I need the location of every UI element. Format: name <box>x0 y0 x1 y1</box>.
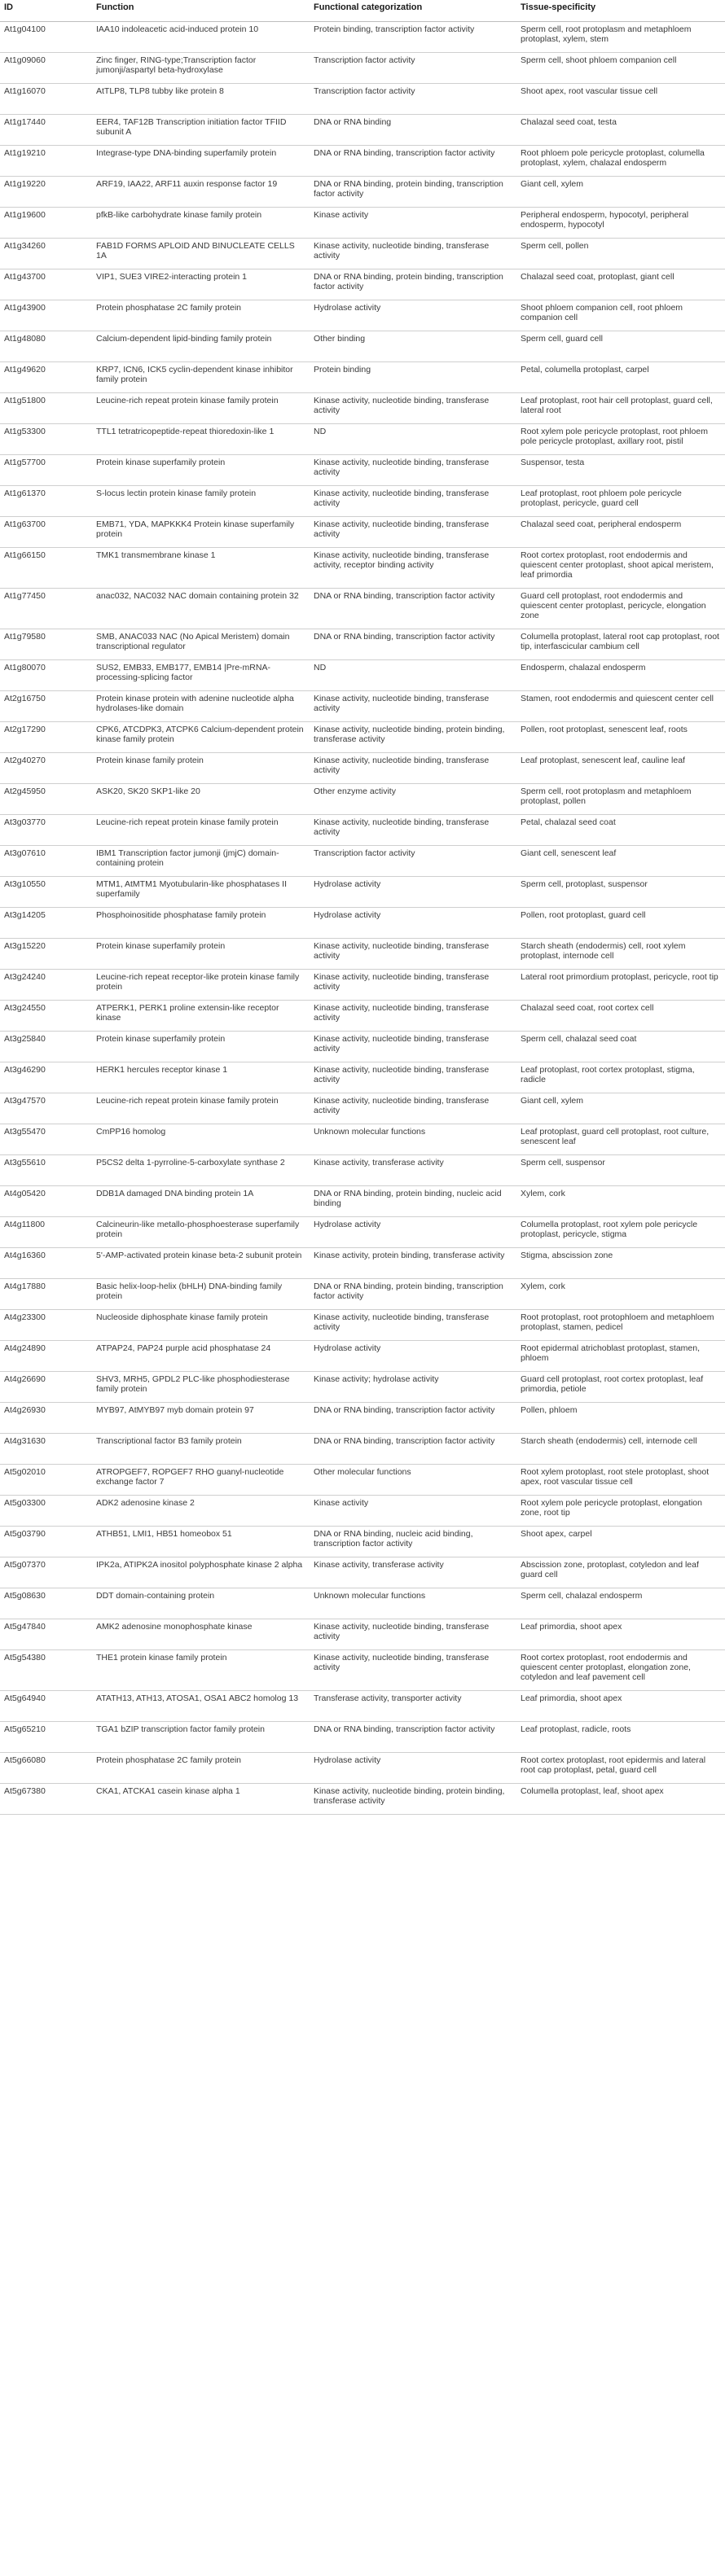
cell-id: At3g10550 <box>0 877 92 908</box>
cell-function: Phosphoinositide phosphatase family protein <box>92 908 310 939</box>
cell-id: At1g16070 <box>0 84 92 115</box>
cell-function: Protein kinase superfamily protein <box>92 455 310 486</box>
cell-id: At5g54380 <box>0 1650 92 1691</box>
cell-function: TGA1 bZIP transcription factor family protein <box>92 1722 310 1753</box>
table-row <box>0 1155 725 1186</box>
cell-id: At5g07370 <box>0 1557 92 1588</box>
cell-id: At3g07610 <box>0 846 92 877</box>
cell-id: At4g24890 <box>0 1341 92 1372</box>
cell-id: At5g02010 <box>0 1465 92 1496</box>
cell-tissue: Leaf protoplast, guard cell protoplast, root culture, senescent leaf <box>516 1124 725 1155</box>
table-row <box>0 1217 725 1248</box>
cell-categorization: Kinase activity, nucleotide binding, transferase activity <box>310 1001 516 1032</box>
cell-categorization: DNA or RNA binding, protein binding, transcription factor activity <box>310 269 516 300</box>
cell-id: At1g04100 <box>0 22 92 53</box>
cell-categorization: Kinase activity, nucleotide binding, protein binding, transferase activity <box>310 722 516 753</box>
cell-function: SUS2, EMB33, EMB177, EMB14 |Pre-mRNA-processing-splicing factor <box>92 660 310 691</box>
cell-function: TMK1 transmembrane kinase 1 <box>92 548 310 589</box>
cell-function: SHV3, MRH5, GPDL2 PLC-like phosphodiesterase family protein <box>92 1372 310 1403</box>
cell-categorization: Protein binding <box>310 362 516 393</box>
cell-categorization: DNA or RNA binding, transcription factor activity <box>310 1403 516 1434</box>
cell-id: At4g23300 <box>0 1310 92 1341</box>
table-row <box>0 84 725 115</box>
table-row <box>0 784 725 815</box>
cell-id: At5g03790 <box>0 1527 92 1557</box>
cell-tissue: Peripheral endosperm, hypocotyl, peripheral endosperm, hypocotyl <box>516 208 725 239</box>
cell-categorization: DNA or RNA binding, protein binding, transcription factor activity <box>310 177 516 208</box>
table-row <box>0 1372 725 1403</box>
cell-categorization: Other enzyme activity <box>310 784 516 815</box>
cell-categorization: Kinase activity, nucleotide binding, transferase activity <box>310 1093 516 1124</box>
cell-id: At1g66150 <box>0 548 92 589</box>
cell-categorization: Kinase activity, transferase activity <box>310 1557 516 1588</box>
table-row <box>0 691 725 722</box>
cell-categorization: Transcription factor activity <box>310 53 516 84</box>
cell-function: IPK2a, ATIPK2A inositol polyphosphate kinase 2 alpha <box>92 1557 310 1588</box>
cell-function: ATPERK1, PERK1 proline extensin-like receptor kinase <box>92 1001 310 1032</box>
cell-tissue: Root cortex protoplast, root epidermis and lateral root cap protoplast, petal, guard cell <box>516 1753 725 1784</box>
cell-function: AMK2 adenosine monophosphate kinase <box>92 1619 310 1650</box>
cell-tissue: Root xylem pole pericycle protoplast, elongation zone, root tip <box>516 1496 725 1527</box>
table-row <box>0 1557 725 1588</box>
table-row <box>0 1496 725 1527</box>
cell-tissue: Columella protoplast, root xylem pole pericycle protoplast, pericycle, stigma <box>516 1217 725 1248</box>
table-row <box>0 1784 725 1815</box>
cell-id: At2g16750 <box>0 691 92 722</box>
cell-tissue: Chalazal seed coat, protoplast, giant cell <box>516 269 725 300</box>
table-row <box>0 1093 725 1124</box>
table-row <box>0 1650 725 1691</box>
cell-categorization: DNA or RNA binding, nucleic acid binding, transcription factor activity <box>310 1527 516 1557</box>
table-row <box>0 1001 725 1032</box>
cell-id: At4g05420 <box>0 1186 92 1217</box>
table-row <box>0 589 725 629</box>
cell-categorization: Kinase activity; hydrolase activity <box>310 1372 516 1403</box>
cell-tissue: Sperm cell, suspensor <box>516 1155 725 1186</box>
cell-function: Integrase-type DNA-binding superfamily protein <box>92 146 310 177</box>
cell-categorization: Kinase activity, nucleotide binding, transferase activity <box>310 970 516 1001</box>
table-row <box>0 517 725 548</box>
cell-id: At3g15220 <box>0 939 92 970</box>
cell-tissue: Chalazal seed coat, testa <box>516 115 725 146</box>
table-row <box>0 660 725 691</box>
cell-id: At1g49620 <box>0 362 92 393</box>
cell-function: MYB97, AtMYB97 myb domain protein 97 <box>92 1403 310 1434</box>
cell-tissue: Sperm cell, shoot phloem companion cell <box>516 53 725 84</box>
cell-id: At3g03770 <box>0 815 92 846</box>
cell-function: ATROPGEF7, ROPGEF7 RHO guanyl-nucleotide exchange factor 7 <box>92 1465 310 1496</box>
cell-id: At1g77450 <box>0 589 92 629</box>
table-row <box>0 208 725 239</box>
cell-categorization: Kinase activity, nucleotide binding, transferase activity <box>310 517 516 548</box>
cell-categorization: Unknown molecular functions <box>310 1588 516 1619</box>
cell-tissue: Leaf protoplast, root hair cell protoplast, guard cell, lateral root <box>516 393 725 424</box>
cell-categorization: Kinase activity, nucleotide binding, transferase activity <box>310 455 516 486</box>
cell-tissue: Leaf protoplast, root cortex protoplast, stigma, radicle <box>516 1062 725 1093</box>
table-row <box>0 455 725 486</box>
table-row <box>0 1186 725 1217</box>
cell-categorization: Kinase activity <box>310 208 516 239</box>
cell-id: At4g26690 <box>0 1372 92 1403</box>
table-row <box>0 362 725 393</box>
cell-id: At5g67380 <box>0 1784 92 1815</box>
cell-tissue: Giant cell, senescent leaf <box>516 846 725 877</box>
cell-id: At1g51800 <box>0 393 92 424</box>
cell-categorization: DNA or RNA binding, transcription factor activity <box>310 1434 516 1465</box>
cell-id: At1g43700 <box>0 269 92 300</box>
cell-function: Nucleoside diphosphate kinase family protein <box>92 1310 310 1341</box>
cell-tissue: Pollen, root protoplast, guard cell <box>516 908 725 939</box>
cell-function: Leucine-rich repeat protein kinase family protein <box>92 1093 310 1124</box>
cell-categorization: Hydrolase activity <box>310 1753 516 1784</box>
cell-tissue: Root xylem protoplast, root stele protoplast, shoot apex, root vascular tissue cell <box>516 1465 725 1496</box>
cell-tissue: Leaf primordia, shoot apex <box>516 1619 725 1650</box>
cell-id: At5g47840 <box>0 1619 92 1650</box>
cell-categorization: ND <box>310 424 516 455</box>
cell-categorization: Kinase activity, nucleotide binding, transferase activity <box>310 393 516 424</box>
cell-tissue: Root cortex protoplast, root endodermis and quiescent center protoplast, elongation zone, cotyledon and leaf pavement cell <box>516 1650 725 1691</box>
table-row <box>0 722 725 753</box>
cell-function: ADK2 adenosine kinase 2 <box>92 1496 310 1527</box>
table-row <box>0 1691 725 1722</box>
cell-tissue: Sperm cell, chalazal seed coat <box>516 1032 725 1062</box>
table-row <box>0 22 725 53</box>
cell-tissue: Starch sheath (endodermis) cell, internode cell <box>516 1434 725 1465</box>
table-row <box>0 1465 725 1496</box>
cell-function: THE1 protein kinase family protein <box>92 1650 310 1691</box>
cell-function: Zinc finger, RING-type;Transcription factor jumonji/aspartyl beta-hydroxylase <box>92 53 310 84</box>
table-row <box>0 393 725 424</box>
cell-categorization: Unknown molecular functions <box>310 1124 516 1155</box>
cell-tissue: Chalazal seed coat, peripheral endosperm <box>516 517 725 548</box>
cell-categorization: ND <box>310 660 516 691</box>
cell-tissue: Guard cell protoplast, root endodermis and quiescent center protoplast, pericycle, elongation zone <box>516 589 725 629</box>
cell-categorization: DNA or RNA binding, transcription factor activity <box>310 146 516 177</box>
table-row <box>0 1527 725 1557</box>
cell-id: At1g63700 <box>0 517 92 548</box>
table-row <box>0 424 725 455</box>
cell-function: Protein phosphatase 2C family protein <box>92 300 310 331</box>
cell-tissue: Root xylem pole pericycle protoplast, root phloem pole pericycle protoplast, axillary root, pistil <box>516 424 725 455</box>
cell-function: IAA10 indoleacetic acid-induced protein 10 <box>92 22 310 53</box>
cell-categorization: Other molecular functions <box>310 1465 516 1496</box>
cell-categorization: Kinase activity, nucleotide binding, transferase activity <box>310 1650 516 1691</box>
cell-function: Protein phosphatase 2C family protein <box>92 1753 310 1784</box>
cell-id: At4g26930 <box>0 1403 92 1434</box>
cell-function: IBM1 Transcription factor jumonji (jmjC) domain-containing protein <box>92 846 310 877</box>
cell-function: CmPP16 homolog <box>92 1124 310 1155</box>
cell-tissue: Stamen, root endodermis and quiescent center cell <box>516 691 725 722</box>
cell-id: At1g19210 <box>0 146 92 177</box>
table-row <box>0 1310 725 1341</box>
cell-function: ATATH13, ATH13, ATOSA1, OSA1 ABC2 homolog 13 <box>92 1691 310 1722</box>
cell-id: At2g40270 <box>0 753 92 784</box>
cell-function: VIP1, SUE3 VIRE2-interacting protein 1 <box>92 269 310 300</box>
cell-tissue: Root phloem pole pericycle protoplast, columella protoplast, xylem, chalazal endosperm <box>516 146 725 177</box>
table-row <box>0 1753 725 1784</box>
cell-tissue: Xylem, cork <box>516 1279 725 1310</box>
cell-categorization: Kinase activity <box>310 1496 516 1527</box>
cell-function: EER4, TAF12B Transcription initiation factor TFIID subunit A <box>92 115 310 146</box>
cell-categorization: Hydrolase activity <box>310 1341 516 1372</box>
cell-id: At3g24240 <box>0 970 92 1001</box>
cell-tissue: Leaf protoplast, root phloem pole pericycle protoplast, pericycle, guard cell <box>516 486 725 517</box>
cell-id: At4g11800 <box>0 1217 92 1248</box>
cell-id: At1g57700 <box>0 455 92 486</box>
table-row <box>0 1032 725 1062</box>
cell-function: 5'-AMP-activated protein kinase beta-2 subunit protein <box>92 1248 310 1279</box>
table-row <box>0 239 725 269</box>
cell-categorization: Protein binding, transcription factor activity <box>310 22 516 53</box>
cell-function: DDT domain-containing protein <box>92 1588 310 1619</box>
cell-categorization: Kinase activity, nucleotide binding, transferase activity <box>310 1310 516 1341</box>
cell-categorization: Kinase activity, protein binding, transferase activity <box>310 1248 516 1279</box>
cell-function: TTL1 tetratricopeptide-repeat thioredoxin-like 1 <box>92 424 310 455</box>
cell-function: ATPAP24, PAP24 purple acid phosphatase 24 <box>92 1341 310 1372</box>
cell-tissue: Sperm cell, guard cell <box>516 331 725 362</box>
cell-function: Protein kinase superfamily protein <box>92 939 310 970</box>
table-row <box>0 331 725 362</box>
cell-categorization: Kinase activity, nucleotide binding, protein binding, transferase activity <box>310 1784 516 1815</box>
table-row <box>0 939 725 970</box>
cell-categorization: DNA or RNA binding, protein binding, transcription factor activity <box>310 1279 516 1310</box>
cell-id: At3g14205 <box>0 908 92 939</box>
cell-id: At2g45950 <box>0 784 92 815</box>
cell-id: At1g53300 <box>0 424 92 455</box>
cell-categorization: Transcription factor activity <box>310 84 516 115</box>
cell-id: At1g48080 <box>0 331 92 362</box>
cell-tissue: Sperm cell, protoplast, suspensor <box>516 877 725 908</box>
cell-tissue: Root cortex protoplast, root endodermis and quiescent center protoplast, shoot apical meristem, leaf primordia <box>516 548 725 589</box>
cell-tissue: Giant cell, xylem <box>516 177 725 208</box>
cell-function: SMB, ANAC033 NAC (No Apical Meristem) domain transcriptional regulator <box>92 629 310 660</box>
table-row <box>0 269 725 300</box>
cell-categorization: Kinase activity, nucleotide binding, transferase activity <box>310 939 516 970</box>
cell-function: Leucine-rich repeat protein kinase family protein <box>92 393 310 424</box>
cell-tissue: Shoot apex, carpel <box>516 1527 725 1557</box>
table-row <box>0 300 725 331</box>
cell-id: At5g64940 <box>0 1691 92 1722</box>
cell-tissue: Root protoplast, root protophloem and metaphloem protoplast, stamen, pedicel <box>516 1310 725 1341</box>
cell-categorization: Hydrolase activity <box>310 908 516 939</box>
table-row <box>0 877 725 908</box>
table-row <box>0 1619 725 1650</box>
cell-function: EMB71, YDA, MAPKKK4 Protein kinase superfamily protein <box>92 517 310 548</box>
cell-tissue: Starch sheath (endodermis) cell, root xylem protoplast, internode cell <box>516 939 725 970</box>
cell-tissue: Xylem, cork <box>516 1186 725 1217</box>
table-row <box>0 815 725 846</box>
cell-function: MTM1, AtMTM1 Myotubularin-like phosphatases II superfamily <box>92 877 310 908</box>
cell-categorization: Kinase activity, nucleotide binding, transferase activity, receptor binding activity <box>310 548 516 589</box>
cell-function: ASK20, SK20 SKP1-like 20 <box>92 784 310 815</box>
cell-categorization: DNA or RNA binding, transcription factor activity <box>310 1722 516 1753</box>
table-row <box>0 1722 725 1753</box>
table-row <box>0 846 725 877</box>
cell-tissue: Guard cell protoplast, root cortex protoplast, leaf primordia, petiole <box>516 1372 725 1403</box>
cell-categorization: Kinase activity, nucleotide binding, transferase activity <box>310 815 516 846</box>
cell-tissue: Root epidermal atrichoblast protoplast, stamen, phloem <box>516 1341 725 1372</box>
cell-categorization: Hydrolase activity <box>310 300 516 331</box>
cell-tissue: Pollen, phloem <box>516 1403 725 1434</box>
cell-categorization: Kinase activity, nucleotide binding, transferase activity <box>310 691 516 722</box>
cell-tissue: Columella protoplast, leaf, shoot apex <box>516 1784 725 1815</box>
cell-categorization: DNA or RNA binding, protein binding, nucleic acid binding <box>310 1186 516 1217</box>
cell-tissue: Endosperm, chalazal endosperm <box>516 660 725 691</box>
cell-function: AtTLP8, TLP8 tubby like protein 8 <box>92 84 310 115</box>
cell-tissue: Leaf protoplast, radicle, roots <box>516 1722 725 1753</box>
cell-id: At5g03300 <box>0 1496 92 1527</box>
cell-categorization: Kinase activity, nucleotide binding, transferase activity <box>310 239 516 269</box>
table-row <box>0 177 725 208</box>
cell-tissue: Sperm cell, root protoplasm and metaphloem protoplast, xylem, stem <box>516 22 725 53</box>
cell-id: At3g55610 <box>0 1155 92 1186</box>
cell-tissue: Suspensor, testa <box>516 455 725 486</box>
cell-id: At5g65210 <box>0 1722 92 1753</box>
cell-categorization: Kinase activity, transferase activity <box>310 1155 516 1186</box>
cell-categorization: Hydrolase activity <box>310 1217 516 1248</box>
cell-categorization: DNA or RNA binding, transcription factor activity <box>310 589 516 629</box>
table-row <box>0 1062 725 1093</box>
cell-function: ATHB51, LMI1, HB51 homeobox 51 <box>92 1527 310 1557</box>
header-id: ID <box>0 0 92 22</box>
cell-function: Calcineurin-like metallo-phosphoesterase superfamily protein <box>92 1217 310 1248</box>
cell-categorization: Other binding <box>310 331 516 362</box>
table-body <box>0 22 725 1815</box>
cell-id: At3g46290 <box>0 1062 92 1093</box>
cell-id: At4g16360 <box>0 1248 92 1279</box>
cell-id: At3g25840 <box>0 1032 92 1062</box>
cell-categorization: DNA or RNA binding <box>310 115 516 146</box>
cell-id: At5g08630 <box>0 1588 92 1619</box>
cell-id: At3g55470 <box>0 1124 92 1155</box>
header-row <box>0 0 725 22</box>
cell-tissue: Petal, chalazal seed coat <box>516 815 725 846</box>
cell-function: anac032, NAC032 NAC domain containing protein 32 <box>92 589 310 629</box>
cell-function: Protein kinase superfamily protein <box>92 1032 310 1062</box>
table-row <box>0 115 725 146</box>
cell-function: Leucine-rich repeat receptor-like protein kinase family protein <box>92 970 310 1001</box>
cell-categorization: Kinase activity, nucleotide binding, transferase activity <box>310 1062 516 1093</box>
cell-id: At4g17880 <box>0 1279 92 1310</box>
cell-function: CKA1, ATCKA1 casein kinase alpha 1 <box>92 1784 310 1815</box>
cell-id: At1g09060 <box>0 53 92 84</box>
cell-function: Basic helix-loop-helix (bHLH) DNA-binding family protein <box>92 1279 310 1310</box>
cell-tissue: Columella protoplast, lateral root cap protoplast, root tip, interfascicular cambium cell <box>516 629 725 660</box>
cell-function: ARF19, IAA22, ARF11 auxin response factor 19 <box>92 177 310 208</box>
cell-tissue: Shoot apex, root vascular tissue cell <box>516 84 725 115</box>
cell-tissue: Sperm cell, pollen <box>516 239 725 269</box>
cell-function: Transcriptional factor B3 family protein <box>92 1434 310 1465</box>
cell-function: Leucine-rich repeat protein kinase family protein <box>92 815 310 846</box>
table-row <box>0 753 725 784</box>
table-row <box>0 970 725 1001</box>
cell-tissue: Stigma, abscission zone <box>516 1248 725 1279</box>
header-functional-categorization: Functional categorization <box>310 0 516 22</box>
cell-function: Protein kinase protein with adenine nucleotide alpha hydrolases-like domain <box>92 691 310 722</box>
table-row <box>0 629 725 660</box>
cell-tissue: Sperm cell, chalazal endosperm <box>516 1588 725 1619</box>
cell-id: At2g17290 <box>0 722 92 753</box>
cell-tissue: Lateral root primordium protoplast, pericycle, root tip <box>516 970 725 1001</box>
cell-function: CPK6, ATCDPK3, ATCPK6 Calcium-dependent protein kinase family protein <box>92 722 310 753</box>
cell-tissue: Abscission zone, protoplast, cotyledon and leaf guard cell <box>516 1557 725 1588</box>
cell-function: DDB1A damaged DNA binding protein 1A <box>92 1186 310 1217</box>
cell-function: pfkB-like carbohydrate kinase family protein <box>92 208 310 239</box>
table-row <box>0 146 725 177</box>
cell-tissue: Pollen, root protoplast, senescent leaf, roots <box>516 722 725 753</box>
header-tissue-specificity: Tissue-specificity <box>516 0 725 22</box>
table-row <box>0 486 725 517</box>
cell-function: P5CS2 delta 1-pyrroline-5-carboxylate synthase 2 <box>92 1155 310 1186</box>
cell-id: At1g34260 <box>0 239 92 269</box>
cell-tissue: Chalazal seed coat, root cortex cell <box>516 1001 725 1032</box>
cell-function: KRP7, ICN6, ICK5 cyclin-dependent kinase inhibitor family protein <box>92 362 310 393</box>
cell-categorization: Kinase activity, nucleotide binding, transferase activity <box>310 1032 516 1062</box>
table-row <box>0 548 725 589</box>
cell-id: At1g80070 <box>0 660 92 691</box>
cell-id: At4g31630 <box>0 1434 92 1465</box>
table-row <box>0 1588 725 1619</box>
table-row <box>0 1403 725 1434</box>
cell-tissue: Shoot phloem companion cell, root phloem companion cell <box>516 300 725 331</box>
cell-id: At1g61370 <box>0 486 92 517</box>
cell-categorization: Transcription factor activity <box>310 846 516 877</box>
cell-id: At3g47570 <box>0 1093 92 1124</box>
cell-tissue: Leaf primordia, shoot apex <box>516 1691 725 1722</box>
table-row <box>0 1279 725 1310</box>
cell-id: At3g24550 <box>0 1001 92 1032</box>
cell-id: At1g43900 <box>0 300 92 331</box>
cell-id: At1g19600 <box>0 208 92 239</box>
cell-function: Calcium-dependent lipid-binding family protein <box>92 331 310 362</box>
table-row <box>0 1341 725 1372</box>
cell-categorization: Hydrolase activity <box>310 877 516 908</box>
cell-categorization: DNA or RNA binding, transcription factor activity <box>310 629 516 660</box>
table-row <box>0 53 725 84</box>
cell-id: At1g19220 <box>0 177 92 208</box>
cell-function: S-locus lectin protein kinase family protein <box>92 486 310 517</box>
cell-tissue: Giant cell, xylem <box>516 1093 725 1124</box>
header-function: Function <box>92 0 310 22</box>
cell-categorization: Kinase activity, nucleotide binding, transferase activity <box>310 486 516 517</box>
cell-id: At5g66080 <box>0 1753 92 1784</box>
cell-function: HERK1 hercules receptor kinase 1 <box>92 1062 310 1093</box>
cell-tissue: Petal, columella protoplast, carpel <box>516 362 725 393</box>
table-row <box>0 1124 725 1155</box>
cell-function: FAB1D FORMS APLOID AND BINUCLEATE CELLS 1A <box>92 239 310 269</box>
cell-tissue: Sperm cell, root protoplasm and metaphloem protoplast, pollen <box>516 784 725 815</box>
table-row <box>0 908 725 939</box>
table-row <box>0 1434 725 1465</box>
cell-categorization: Kinase activity, nucleotide binding, transferase activity <box>310 753 516 784</box>
cell-id: At1g17440 <box>0 115 92 146</box>
cell-categorization: Transferase activity, transporter activity <box>310 1691 516 1722</box>
table-row <box>0 1248 725 1279</box>
cell-id: At1g79580 <box>0 629 92 660</box>
cell-tissue: Leaf protoplast, senescent leaf, cauline leaf <box>516 753 725 784</box>
cell-function: Protein kinase family protein <box>92 753 310 784</box>
cell-categorization: Kinase activity, nucleotide binding, transferase activity <box>310 1619 516 1650</box>
